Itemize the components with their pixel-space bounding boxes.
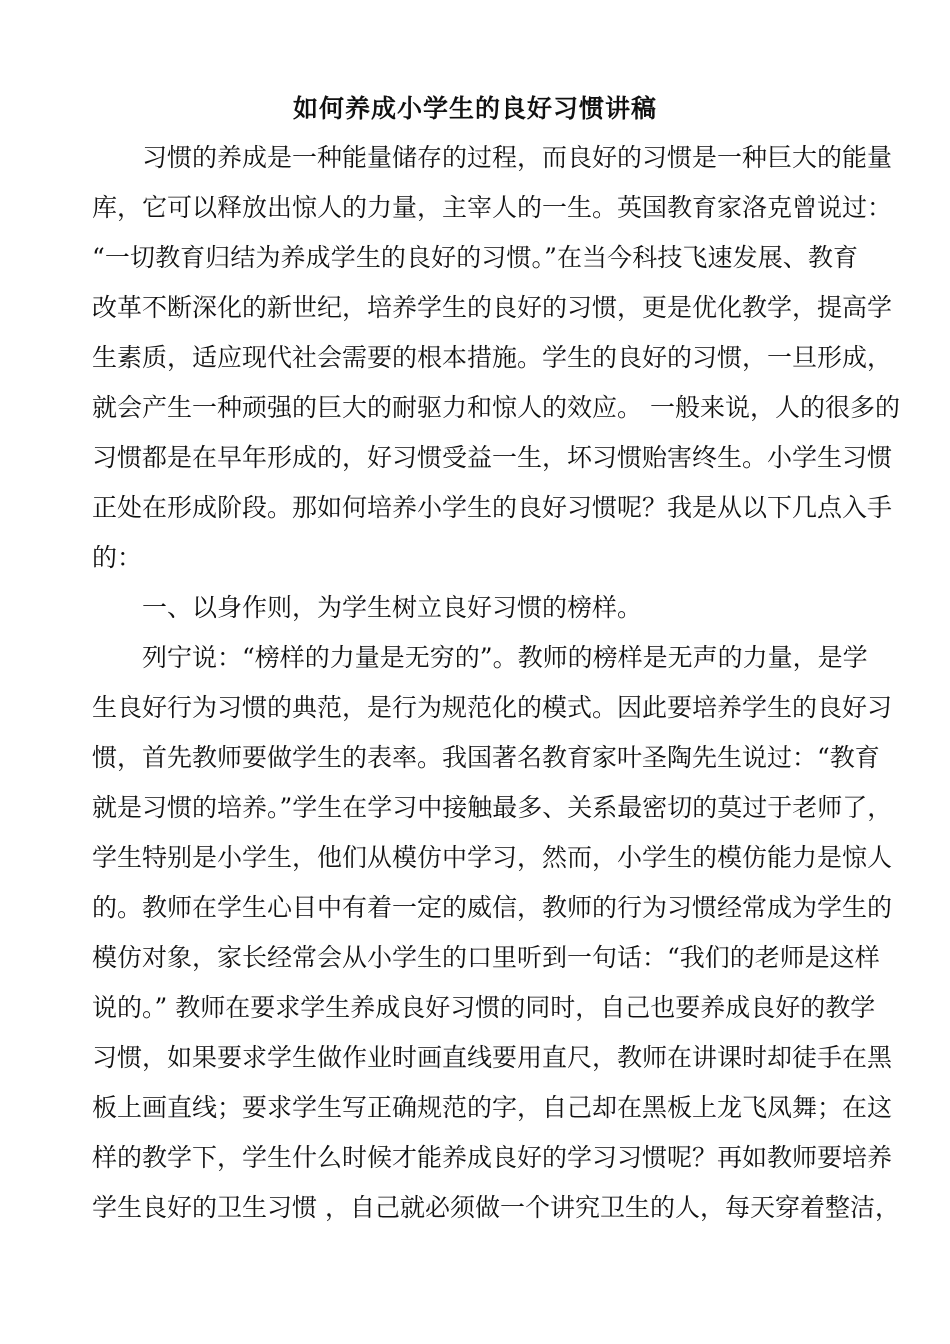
paragraph-2-line-10: 板上画直线；要求学生写正确规范的字，自己却在黑板上龙飞凤舞；在这 — [92, 1093, 893, 1122]
paragraph-2-line-8: 说的。” 教师在要求学生养成良好习惯的同时，自己也要养成良好的教学 — [92, 993, 876, 1022]
paragraph-2-line-3: 惯，首先教师要做学生的表率。我国著名教育家叶圣陶先生说过：“教育 — [92, 743, 880, 772]
paragraph-2-line-5: 学生特别是小学生，他们从模仿中学习，然而，小学生的模仿能力是惊人 — [92, 843, 893, 872]
paragraph-2-line-1: 列宁说：“榜样的力量是无穷的”。教师的榜样是无声的力量，是学 — [142, 643, 868, 672]
paragraph-2-line-12: 学生良好的卫生习惯 ，自己就必须做一个讲究卫生的人，每天穿着整洁， — [92, 1193, 900, 1222]
paragraph-2-line-2: 生良好行为习惯的典范，是行为规范化的模式。因此要培养学生的良好习 — [92, 693, 893, 722]
paragraph-2-line-11: 样的教学下，学生什么时候才能养成良好的学习习惯呢？再如教师要培养 — [92, 1143, 893, 1172]
document-title: 如何养成小学生的良好习惯讲稿 — [292, 94, 657, 123]
paragraph-1-line-6: 就会产生一种顽强的巨大的耐驱力和惊人的效应。 一般来说，人的很多的 — [92, 393, 900, 422]
section-heading-1: 一、以身作则，为学生树立良好习惯的榜样。 — [142, 593, 643, 622]
paragraph-1-line-7: 习惯都是在早年形成的，好习惯受益一生，坏习惯贻害终生。小学生习惯 — [92, 443, 893, 472]
paragraph-2-line-9: 习惯，如果要求学生做作业时画直线要用直尺，教师在讲课时却徒手在黑 — [92, 1043, 893, 1072]
paragraph-2-line-6: 的。教师在学生心目中有着一定的威信，教师的行为习惯经常成为学生的 — [92, 893, 893, 922]
paragraph-1-line-4: 改革不断深化的新世纪，培养学生的良好的习惯，更是优化教学，提高学 — [92, 293, 893, 322]
paragraph-2-line-7: 模仿对象，家长经常会从小学生的口里听到一句话：“我们的老师是这样 — [92, 943, 880, 972]
paragraph-1-line-3: “一切教育归结为养成学生的良好的习惯。”在当今科技飞速发展、教育 — [92, 243, 858, 272]
paragraph-1-line-5: 生素质，适应现代社会需要的根本措施。学生的良好的习惯，一旦形成， — [92, 343, 893, 372]
paragraph-2-line-4: 就是习惯的培养。”学生在学习中接触最多、关系最密切的莫过于老师了， — [92, 793, 893, 822]
paragraph-1-line-9: 的： — [92, 543, 143, 572]
paragraph-1-line-1: 习惯的养成是一种能量储存的过程，而良好的习惯是一种巨大的能量 — [142, 143, 893, 172]
paragraph-1-line-2: 库，它可以释放出惊人的力量，主宰人的一生。英国教育家洛克曾说过： — [92, 193, 893, 222]
paragraph-1-line-8: 正处在形成阶段。那如何培养小学生的良好习惯呢？我是从以下几点入手 — [92, 493, 893, 522]
